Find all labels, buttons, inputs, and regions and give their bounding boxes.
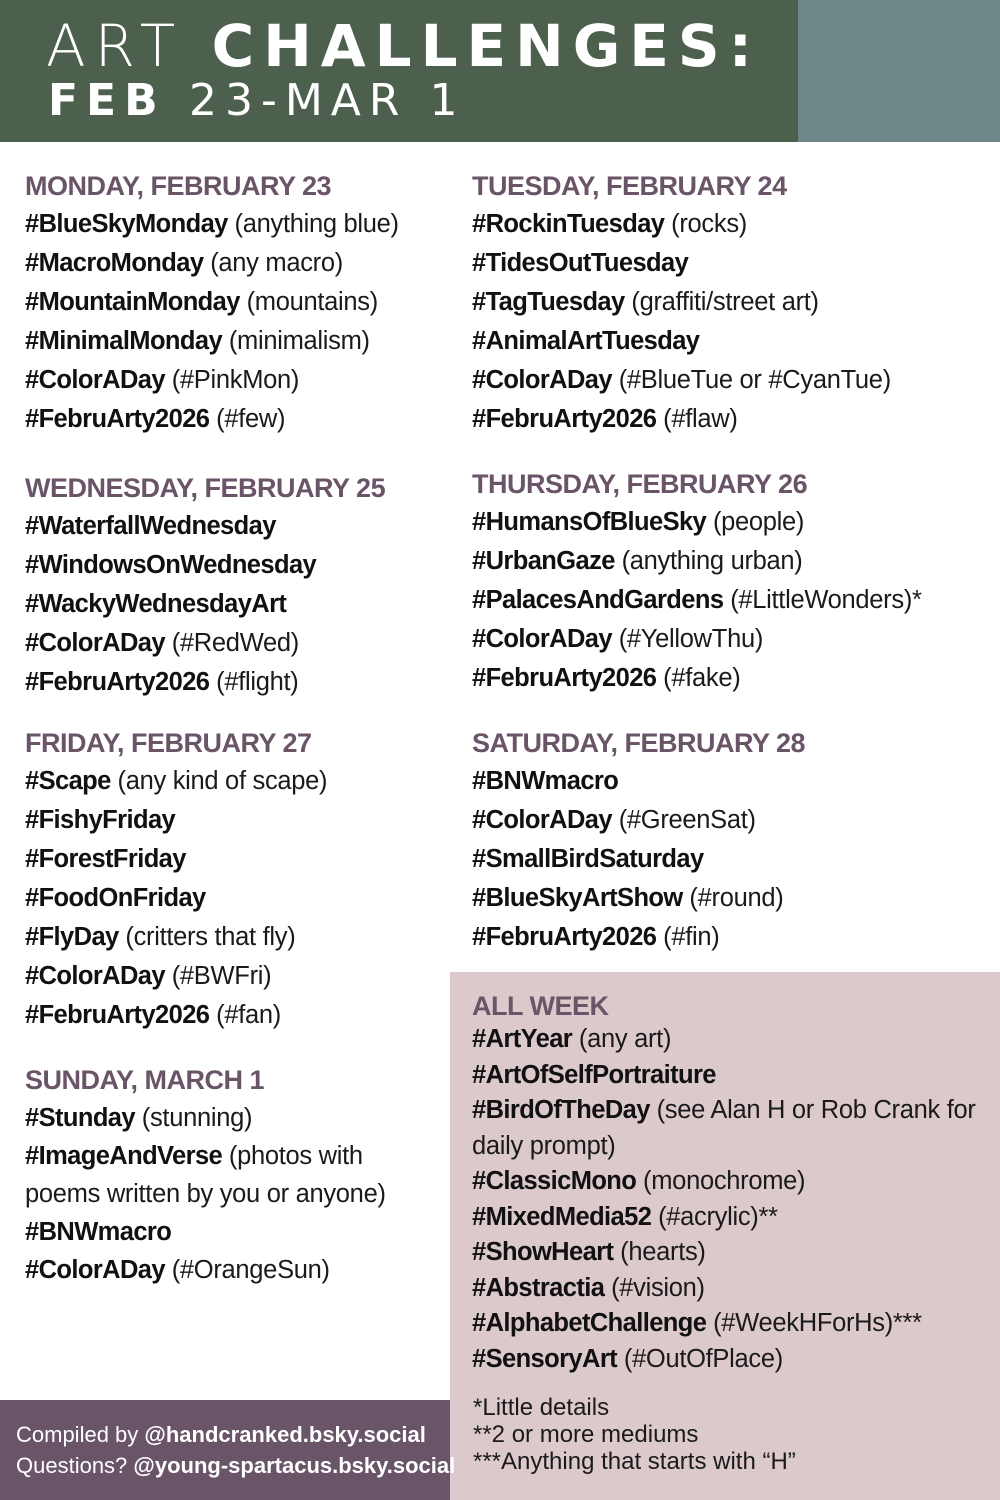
hashtag-item [25,244,399,283]
hashtag-note: (#fin) [656,923,720,951]
subtitle-part-2: 23-MAR 1 [188,75,466,126]
hashtag-list [25,507,385,702]
hashtag[interactable]: #Scape [25,767,111,795]
hashtag[interactable]: #AlphabetChallenge [472,1309,707,1337]
hashtag-list [25,762,327,1035]
hashtag-note: (#RedWed) [164,629,299,657]
hashtag-note: (#BWFri) [164,962,272,990]
hashtag-item [472,762,805,801]
hashtag[interactable]: #ShowHeart [472,1238,614,1266]
credit-compiled [16,1419,455,1450]
hashtag-item [25,585,385,624]
hashtag-item [472,1200,987,1236]
hashtag-note: (graffiti/street art) [624,288,819,316]
footnote: *Little details [473,1394,610,1421]
hashtag-item [472,918,805,957]
hashtag-item [472,361,891,400]
hashtag-note: (rocks) [664,210,747,238]
hashtag-item [472,801,805,840]
page-subtitle [48,76,465,126]
section-heading: SATURDAY, FEBRUARY 28 [472,728,806,758]
hashtag[interactable]: #UrbanGaze [472,547,615,575]
credit-questions [16,1450,455,1481]
hashtag[interactable]: #ClassicMono [472,1167,637,1195]
hashtag-note: (hearts) [613,1238,706,1266]
day-section-thursday [472,468,922,698]
hashtag[interactable]: #ColorADay [25,962,165,990]
hashtag[interactable]: #HumansOfBlueSky [472,508,707,536]
hashtag-list [472,1022,987,1377]
hashtag-note: (minimalism) [222,327,370,355]
hashtag-item [25,361,399,400]
hashtag[interactable]: #WackyWednesdayArt [25,590,287,618]
hashtag-item [25,918,327,957]
section-heading: FRIDAY, FEBRUARY 27 [25,728,312,758]
hashtag[interactable]: #ColorADay [472,806,612,834]
hashtag-item [472,659,922,698]
hashtag-item [25,957,327,996]
hashtag-note: (any macro) [203,249,343,277]
day-section-sunday [25,1064,435,1289]
hashtag-item [25,762,327,801]
hashtag[interactable]: #ImageAndVerse [25,1142,223,1170]
hashtag-note: (#flight) [209,668,299,696]
credits [16,1419,455,1481]
subtitle-part-1: FEB [48,75,189,126]
hashtag[interactable]: #BNWmacro [472,767,619,795]
hashtag-item [472,620,922,659]
hashtag[interactable]: #FebruArty2026 [472,664,657,692]
hashtag-note: (stunning) [134,1104,253,1132]
hashtag[interactable]: #MinimalMonday [25,327,223,355]
hashtag-item [472,840,805,879]
credit-questions-prefix: Questions? [16,1453,134,1478]
hashtag-item [472,1093,987,1164]
hashtag[interactable]: #FishyFriday [25,806,176,834]
hashtag-item [472,283,891,322]
hashtag-note: (any art) [572,1025,672,1053]
hashtag[interactable]: #PalacesAndGardens [472,586,724,614]
hashtag-note: (#acrylic)** [651,1202,778,1231]
hashtag-item [472,400,891,439]
hashtag[interactable]: #SmallBirdSaturday [472,845,704,873]
hashtag-item [472,503,922,542]
hashtag[interactable]: #BlueSkyArtShow [472,884,683,912]
hashtag[interactable]: #FebruArty2026 [25,405,210,433]
hashtag-item [472,879,805,918]
hashtag-note: (any kind of scape) [110,767,328,795]
hashtag[interactable]: #FlyDay [25,923,119,951]
hashtag-item [25,840,327,879]
hashtag-item [25,205,399,244]
hashtag-item [25,624,385,663]
hashtag-item [472,205,891,244]
day-section-monday [25,170,399,439]
hashtag-note: (mountains) [239,288,378,316]
hashtag-item [472,1164,987,1200]
hashtag[interactable]: #FebruArty2026 [25,668,210,696]
hashtag-note: (anything blue) [227,210,399,238]
hashtag-item [25,1213,435,1251]
hashtag[interactable]: #FebruArty2026 [472,405,657,433]
hashtag[interactable]: #FoodOnFriday [25,884,206,912]
hashtag-item [472,1342,987,1378]
hashtag[interactable]: #ColorADay [25,366,165,394]
hashtag[interactable]: #FebruArty2026 [25,1001,210,1029]
hashtag[interactable]: #ArtYear [472,1025,573,1053]
hashtag-item [472,542,922,581]
hashtag-item [25,996,327,1035]
hashtag-item [25,801,327,840]
section-heading: THURSDAY, FEBRUARY 26 [472,469,808,499]
hashtag[interactable]: #ColorADay [25,1256,165,1284]
section-heading: MONDAY, FEBRUARY 23 [25,171,332,201]
hashtag-note: (#few) [209,405,286,433]
hashtag-list [472,503,922,698]
hashtag-item [25,400,399,439]
hashtag-item [25,546,385,585]
hashtag-note: (see Alan H or Rob Crank for daily prompt) [472,1096,976,1160]
hashtag-item [25,1099,435,1137]
hashtag[interactable]: #AnimalArtTuesday [472,327,700,355]
hashtag-item [25,507,385,546]
hashtag[interactable]: #ArtOfSelfPortraiture [472,1060,716,1089]
hashtag[interactable]: #TidesOutTuesday [472,249,689,277]
hashtag-note: (anything urban) [614,547,803,575]
day-section-wednesday [25,472,385,702]
hashtag-item [25,1137,435,1213]
hashtag-list [25,205,399,439]
hashtag-item [472,1022,987,1058]
hashtag-note: (#OrangeSun) [164,1256,330,1284]
credit-questions-handle[interactable]: @young-spartacus.bsky.social [133,1453,456,1478]
hashtag-item [472,1306,987,1342]
hashtag-note: (#BlueTue or #CyanTue) [611,366,891,394]
hashtag-item [25,322,399,361]
page-title [46,14,761,78]
hashtag[interactable]: #MountainMonday [25,288,240,316]
hashtag-item [472,1271,987,1307]
hashtag[interactable]: #Stunday [25,1104,135,1132]
hashtag[interactable]: #ForestFriday [25,845,186,873]
section-heading: ALL WEEK [472,991,609,1021]
hashtag[interactable]: #BNWmacro [25,1218,172,1246]
hashtag-note: (#vision) [604,1273,705,1302]
section-heading: SUNDAY, MARCH 1 [25,1065,265,1095]
hashtag[interactable]: #Abstractia [472,1273,605,1302]
header-accent-block [798,0,1000,142]
hashtag-note: (monochrome) [636,1167,806,1195]
footnotes [473,1394,796,1475]
hashtag-item [25,879,327,918]
hashtag[interactable]: #MixedMedia52 [472,1202,652,1231]
hashtag-item [472,581,922,620]
hashtag-note: (#OutOfPlace) [617,1344,783,1373]
hashtag[interactable]: #ColorADay [472,366,612,394]
hashtag[interactable]: #BlueSkyMonday [25,210,228,238]
hashtag[interactable]: #WindowsOnWednesday [25,551,317,579]
day-section-saturday [472,727,805,957]
hashtag[interactable]: #WaterfallWednesday [25,512,276,540]
day-section-all-week [472,990,987,1377]
hashtag[interactable]: #MacroMonday [25,249,204,277]
title-part-1: ART [46,12,212,80]
hashtag-note: (people) [706,508,805,536]
hashtag-note: (#flaw) [656,405,738,433]
section-heading: TUESDAY, FEBRUARY 24 [472,171,787,201]
hashtag[interactable]: #ColorADay [25,629,165,657]
hashtag-note: (photos with poems written by you or anyone) [25,1142,386,1208]
credit-compiled-handle[interactable]: @handcranked.bsky.social [144,1422,426,1447]
hashtag-item [25,1251,435,1289]
hashtag-note: (critters that fly) [118,923,296,951]
day-section-friday [25,727,327,1035]
hashtag[interactable]: #TagTuesday [472,288,625,316]
hashtag-note: (#round) [682,884,784,912]
hashtag[interactable]: #FebruArty2026 [472,923,657,951]
hashtag-list [472,205,891,439]
day-section-tuesday [472,170,891,439]
hashtag-list [472,762,805,957]
hashtag-note: (#fan) [209,1001,281,1029]
hashtag[interactable]: #SensoryArt [472,1344,618,1373]
hashtag[interactable]: #RockinTuesday [472,210,665,238]
footnote: ***Anything that starts with “H” [473,1448,796,1475]
hashtag-item [25,283,399,322]
hashtag[interactable]: #ColorADay [472,625,612,653]
hashtag-item [472,1235,987,1271]
hashtag-list [25,1099,435,1289]
section-heading: WEDNESDAY, FEBRUARY 25 [25,473,386,503]
hashtag-note: (#fake) [656,664,741,692]
hashtag-note: (#YellowThu) [611,625,764,653]
hashtag-item [25,663,385,702]
hashtag[interactable]: #BirdOfTheDay [472,1096,650,1124]
hashtag-note: (#WeekHForHs)*** [706,1309,922,1337]
title-part-2: CHALLENGES: [211,12,761,80]
hashtag-note: (#PinkMon) [164,366,300,394]
footnote: **2 or more mediums [473,1421,699,1448]
hashtag-note: (#GreenSat) [611,806,756,834]
hashtag-item [472,1058,987,1094]
hashtag-item [472,322,891,361]
hashtag-note: (#LittleWonders)* [723,586,922,614]
credit-compiled-prefix: Compiled by [16,1422,145,1447]
hashtag-item [472,244,891,283]
